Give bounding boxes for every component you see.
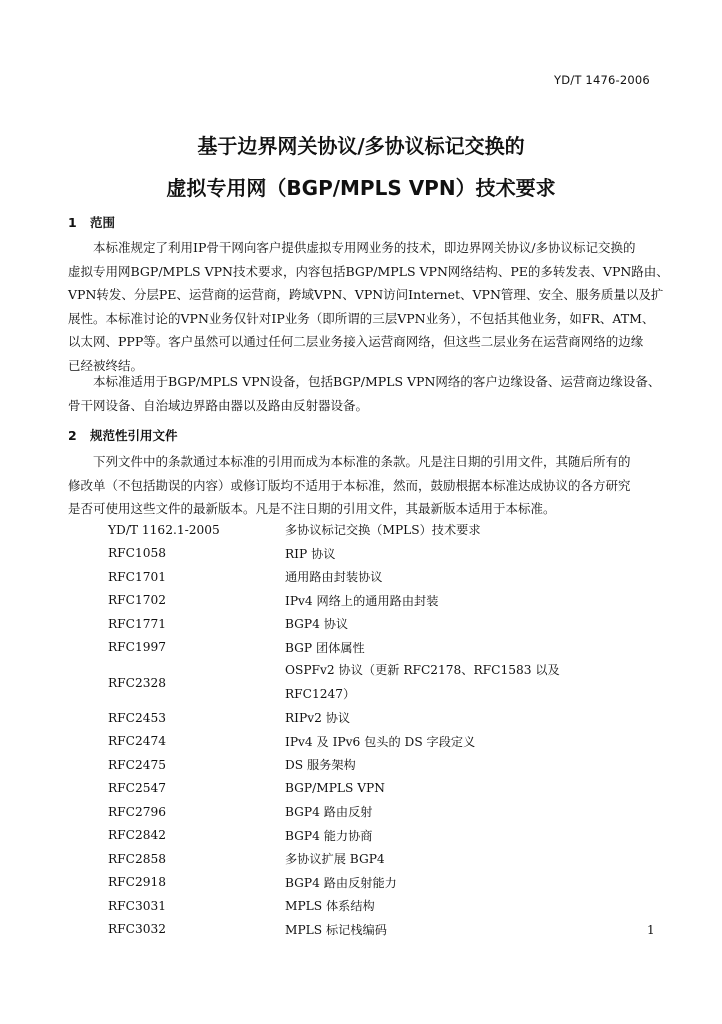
reference-title: BGP4 能力协商 [285, 828, 373, 843]
text-line: 本标准适用于BGP/MPLS VPN设备，包括BGP/MPLS VPN网络的客户边缘设备、运营商边缘设备、 [93, 374, 661, 389]
normative-references-table [108, 518, 585, 941]
document-title-line-2: 虚拟专用网（BGP/MPLS VPN）技术要求 [166, 176, 556, 200]
reference-code: RFC1997 [108, 640, 166, 655]
section-2-heading [68, 426, 178, 444]
page-number: 1 [647, 923, 655, 937]
table-row [108, 800, 585, 824]
table-row [108, 612, 585, 636]
standard-code: YD/T 1476-2006 [554, 73, 650, 87]
reference-code: RFC2858 [108, 851, 166, 866]
reference-title: 多协议扩展 BGP4 [285, 852, 385, 867]
text-line: 展性。本标准讨论的VPN业务仅针对IP业务（即所谓的三层VPN业务），不包括其他业务，如FR、ATM、 [68, 310, 655, 326]
text-line: 本标准规定了利用IP骨干网向客户提供虚拟专用网业务的技术，即边界网关协议/多协议标记交换的 [93, 240, 636, 255]
table-row [108, 659, 585, 706]
section-title: 规范性引用文件 [90, 428, 178, 443]
reference-title: MPLS 体系结构 [285, 899, 375, 914]
table-row [108, 589, 585, 613]
text-line: 骨干网设备、自治域边界路由器以及路由反射器设备。 [68, 397, 369, 413]
table-row [108, 918, 585, 942]
reference-title [285, 659, 585, 706]
table-row [108, 636, 585, 660]
section-1-paragraph-1 [68, 236, 669, 377]
document-title-line-1: 基于边界网关协议/多协议标记交换的 [197, 134, 525, 158]
reference-title: IPv4 网络上的通用路由封装 [285, 593, 439, 608]
reference-code: RFC2474 [108, 734, 166, 749]
reference-code: RFC2475 [108, 757, 166, 772]
section-1-paragraph-2 [68, 370, 661, 417]
table-row [108, 777, 585, 801]
text-line: VPN转发、分层PE、运营商的运营商，跨域VPN、VPN访问Internet、VPN管理、安全、服务质量以及扩 [68, 287, 664, 302]
table-row [108, 871, 585, 895]
reference-title-line-1: OSPFv2 协议（更新 RFC2178、RFC1583 以及 [285, 663, 560, 677]
reference-code: RFC1701 [108, 569, 166, 584]
text-line: 以太网、PPP等。客户虽然可以通过任何二层业务接入运营商网络，但这些二层业务在运营商网络的边缘 [68, 334, 644, 349]
reference-title: IPv4 及 IPv6 包头的 DS 字段定义 [285, 734, 476, 749]
section-number: 2 [68, 428, 77, 443]
table-row [108, 565, 585, 589]
reference-title: BGP 团体属性 [285, 640, 365, 655]
reference-title: BGP4 路由反射能力 [285, 875, 397, 890]
reference-code: RFC1771 [108, 616, 166, 631]
table-row [108, 847, 585, 871]
reference-code: RFC2842 [108, 828, 166, 843]
table-row [108, 824, 585, 848]
reference-title: BGP4 协议 [285, 617, 349, 632]
reference-title-line-2: RFC1247） [285, 686, 356, 701]
reference-code: RFC3032 [108, 922, 166, 937]
reference-code: RFC2453 [108, 710, 166, 725]
text-line: 修改单（不包括勘误的内容）或修订版均不适用于本标准，然而，鼓励根据本标准达成协议的各方研究 [68, 477, 631, 493]
reference-code: YD/T 1162.1-2005 [108, 522, 220, 537]
table-row [108, 542, 585, 566]
table-row [108, 518, 585, 542]
reference-title: 通用路由封装协议 [285, 570, 383, 585]
reference-code: RFC2796 [108, 804, 166, 819]
reference-title: BGP4 路由反射 [285, 805, 373, 820]
text-line: 是否可使用这些文件的最新版本。凡是不注日期的引用文件，其最新版本适用于本标准。 [68, 501, 556, 516]
reference-title: DS 服务架构 [285, 758, 356, 773]
reference-title: BGP/MPLS VPN [285, 781, 385, 796]
table-row [108, 706, 585, 730]
section-2-paragraph [68, 450, 652, 521]
reference-code: RFC2918 [108, 875, 166, 890]
reference-title: RIP 协议 [285, 546, 336, 561]
reference-code: RFC2328 [108, 675, 166, 690]
table-row [108, 753, 585, 777]
reference-title: RIPv2 协议 [285, 711, 351, 726]
section-title: 范围 [90, 215, 116, 230]
reference-code: RFC1702 [108, 593, 166, 608]
text-line: 虚拟专用网BGP/MPLS VPN技术要求，内容包括BGP/MPLS VPN网络结构、PE的多转发表、VPN路由、 [68, 263, 669, 279]
reference-code: RFC2547 [108, 781, 166, 796]
text-line: 下列文件中的条款通过本标准的引用而成为本标准的条款。凡是注日期的引用文件，其随后所有的 [93, 454, 631, 469]
text-line: 已经被终结。 [68, 357, 144, 373]
reference-code: RFC3031 [108, 898, 166, 913]
reference-title: MPLS 标记栈编码 [285, 922, 387, 937]
section-1-heading [68, 213, 115, 231]
reference-code: RFC1058 [108, 546, 166, 561]
reference-title: 多协议标记交换（MPLS）技术要求 [285, 523, 481, 538]
table-row [108, 730, 585, 754]
section-number: 1 [68, 215, 77, 230]
table-row [108, 894, 585, 918]
